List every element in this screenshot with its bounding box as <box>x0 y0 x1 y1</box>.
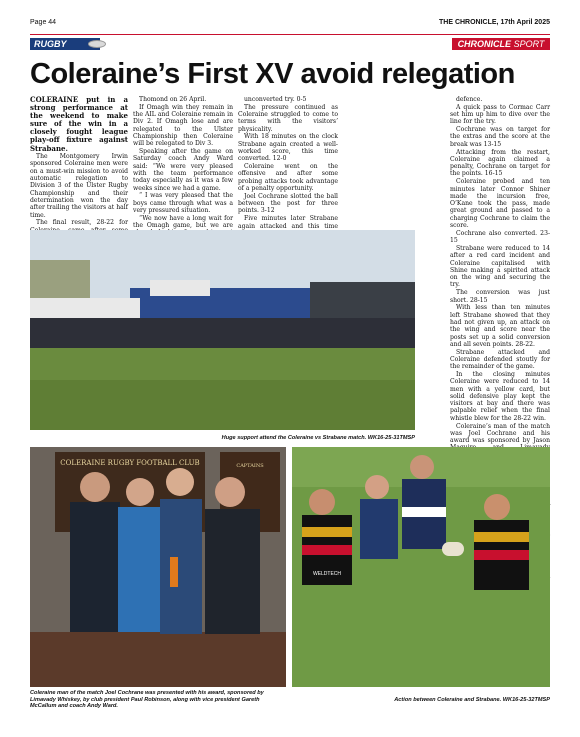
paragraph: Speaking after the game on Saturday coach Andy Ward said: “We were very pleased with the team performance today especially as it was a few weeks since we had a game. <box>133 148 233 192</box>
paragraph: A quick pass to Cormac Carr set him up him to dive over the line for the try. <box>450 103 550 126</box>
honours-board-text: COLERAINE RUGBY FOOTBALL CLUB <box>60 459 200 467</box>
paragraph: The conversion was just short. 28-15 <box>450 289 550 304</box>
action-photo <box>292 447 550 687</box>
section-label: RUGBY <box>30 38 100 50</box>
section-bar <box>30 34 550 50</box>
issue-date: THE CHRONICLE, 17th April 2025 <box>439 19 550 26</box>
brand-banner <box>452 38 550 50</box>
paragraph: Five minutes later Strabane again attacked and this time <box>238 215 338 230</box>
action-caption: Action between Coleraine and Strabane. WK16-25-32TMSP <box>394 697 550 703</box>
shirt-sponsor-text: WELDTECH <box>312 571 342 577</box>
crowd-caption: Huge support attend the Coleraine vs Strabane match. WK16-25-31TMSP <box>221 435 415 441</box>
paragraph: Cochrane was on target for the extras and the score at the break was 13-15 <box>450 126 550 148</box>
paragraph: Joel Cochrane slotted the ball between the post for three points. 3-12 <box>238 192 338 215</box>
award-photo-illustration <box>30 447 286 687</box>
award-caption: Coleraine man of the match Joel Cochrane was presented with his award, sponsored by Limavady Whiskey, by club president Paul Robinson, along with vice president Gareth McCallum and coach Andy Ward. <box>30 690 264 710</box>
paragraph: Coleraine probed and ten minutes later Connor Shiner made the incursion free, O’Kane took the pass, made great ground and passed to a charging Cochrane to claim the score. <box>450 178 550 230</box>
rugby-ball-icon <box>88 40 106 48</box>
crowd-photo <box>30 230 415 430</box>
brand-sport: SPORT <box>513 39 545 49</box>
paragraph: defence. <box>456 96 483 103</box>
paragraph: Strabane were reduced to 14 after a red card incident and Coleraine capitalised with Shine making a spirited attack on the wing and securing the try. <box>450 244 550 289</box>
paragraph: “ I was very pleased that the boys came through what was a very pressured situation. <box>133 192 233 214</box>
paragraph: unconverted try. 0-5 <box>244 96 307 103</box>
paragraph: Attacking from the restart, Coleraine again claimed a penalty, Cochrane on target for the points. 16-15 <box>450 148 550 178</box>
board-heading-text: CAPTAINS <box>236 463 264 469</box>
brand-name: CHRONICLE <box>457 39 512 49</box>
action-photo-illustration <box>292 447 550 687</box>
paragraph: COLERAINE put in a strong performance at the weekend to make sure of the win in a closely fought league play-off fixture against Strabane. <box>30 95 128 153</box>
paragraph: If Omagh win they remain in the AIL and Coleraine remain in Div 2. If Omagh lose and are relegated to the Ulster Championship then Coleraine will be relegated to Div 3. <box>133 103 233 148</box>
paragraph: The final result, 28-22 for <box>36 219 128 227</box>
paragraph: Thomond on 26 April. <box>139 96 207 103</box>
paragraph: Strabane attacked and Coleraine defended stoutly for the remainder of the game. <box>450 348 550 371</box>
page-header <box>30 16 550 30</box>
paragraph: Coleraine went on the offensive and after some probing attacks took advantage of a penalty opportunity. <box>238 163 338 193</box>
paragraph: In the closing minutes Coleraine were reduced to 14 men with a yellow card, but solid defensive play kept the visitors at bay and there was palpable relief when the final whistle blew for the 28-22 win. <box>450 370 550 422</box>
award-photo <box>30 447 286 687</box>
paragraph: Coleraine’s man of the match was Joel Cochrane and his award was sponsored by Jason <box>450 422 550 445</box>
crowd-photo-illustration <box>30 230 415 430</box>
article-headline: Coleraine’s First XV avoid relegation <box>30 58 515 90</box>
paragraph: With 18 minutes on the clock Strabane again created a well-worked score, this time converted. 12-0 <box>238 133 338 163</box>
paragraph: The Montgomery Irwin sponsored Coleraine men were on a must-win mission to avoid automatic relegation to Division 3 of the Ulster Rugby Championship and their determination won the day after trailing the visitors at half time. <box>30 153 128 219</box>
paragraph: “We now have a long wait for the Omagh game, but we are <box>133 214 233 230</box>
paragraph: The pressure continued as Coleraine struggled to come to terms with the visitors’ physicality. <box>238 103 338 133</box>
paragraph: With less than ten minutes left Strabane showed that they had not given up, an attack on the wing and score near the posts set up a solid conversion and all seven points. 28-22. <box>450 304 550 348</box>
page-number: Page 44 <box>30 19 57 26</box>
paragraph: Cochrane also converted. 23-15 <box>450 229 550 245</box>
